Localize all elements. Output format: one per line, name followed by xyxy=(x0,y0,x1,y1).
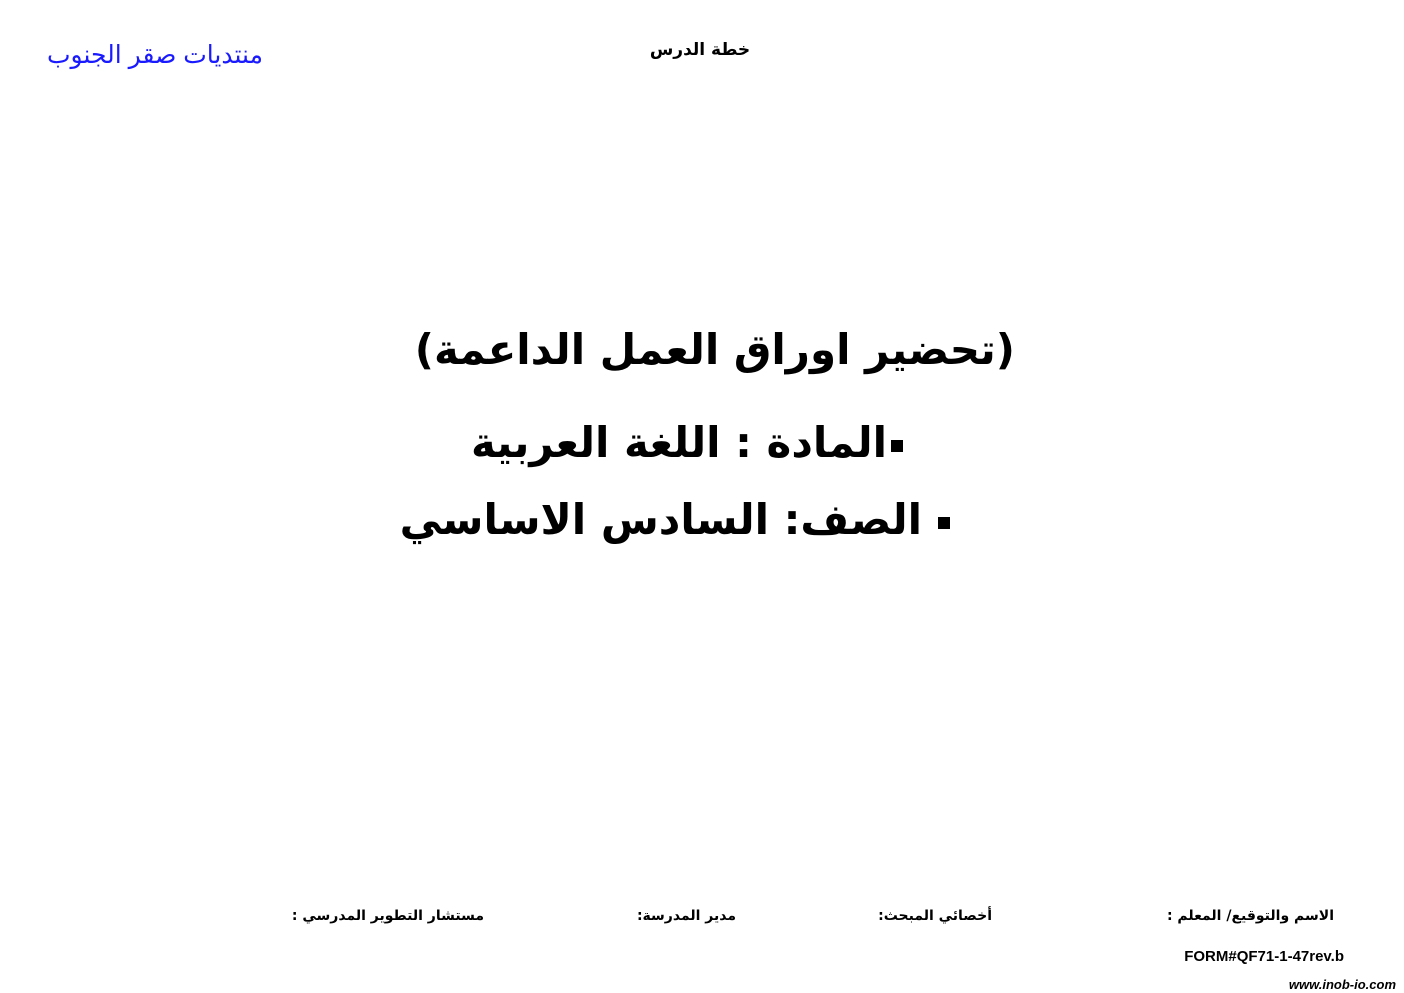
grade-text: الصف: السادس الاساسي xyxy=(399,495,922,544)
principal-signature-label: مدير المدرسة: xyxy=(636,908,736,924)
researcher-signature-label: أخصائي المبحث: xyxy=(878,908,992,924)
form-code: FORM#QF71-1-47rev.b xyxy=(1184,948,1344,965)
website-watermark: www.inob-io.com xyxy=(1288,977,1396,992)
document-header-title: خطة الدرس xyxy=(649,40,751,60)
bullet-square-icon xyxy=(938,517,950,529)
bullet-square-icon xyxy=(891,440,903,452)
forum-name: منتديات صقر الجنوب xyxy=(47,41,263,69)
subject-line xyxy=(471,418,903,467)
worksheet-title: (تحضير اوراق العمل الداعمة) xyxy=(414,325,1015,374)
subject-text: المادة : اللغة العربية xyxy=(471,418,887,467)
consultant-signature-label: مستشار التطوير المدرسي : xyxy=(291,908,484,924)
teacher-signature-label: الاسم والتوقيع/ المعلم : xyxy=(1166,908,1334,924)
grade-line xyxy=(400,495,950,544)
